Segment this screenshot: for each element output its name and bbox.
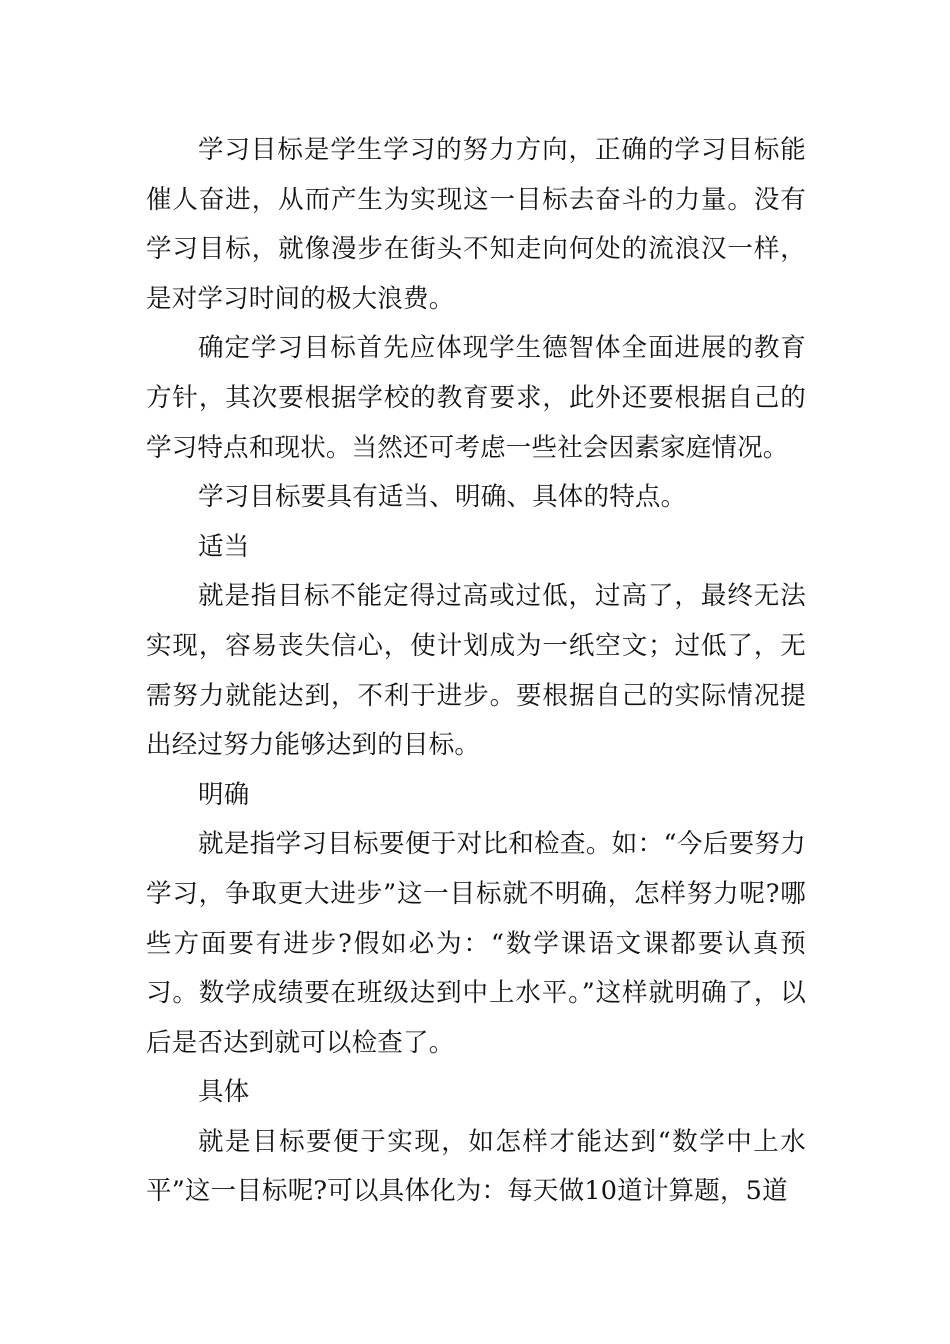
heading-appropriate: 适当: [198, 531, 250, 562]
paragraph-appropriate: 就是指目标不能定得过高或过低，过高了，最终无法实现，容易丧失信心，使计划成为一纸空文；过低了，无需努力就能达到，不利于进步。要根据自己的实际情况提出经过努力能够达到的目标。: [146, 581, 806, 761]
paragraph-specific: 就是目标要便于实现，如怎样才能达到“数学中上水平”这一目标呢?可以具体化为：每天做10道计算题，5道: [146, 1126, 806, 1207]
heading-clear: 明确: [198, 779, 250, 810]
heading-specific: 具体: [198, 1077, 250, 1108]
paragraph-goal-traits: 学习目标要具有适当、明确、具体的特点。: [198, 482, 687, 513]
paragraph-determine-goals: 确定学习目标首先应体现学生德智体全面进展的教育方针，其次要根据学校的教育要求，此外还要根据自己的学习特点和现状。当然还可考虑一些社会因素家庭情况。: [146, 333, 806, 463]
paragraph-clear: 就是指学习目标要便于对比和检查。如：“今后要努力学习，争取更大进步”这一目标就不明确，怎样努力呢?哪些方面要有进步?假如必为：“数学课语文课都要认真预习。数学成绩要在班级达到中上水平。”这样就明确了，以后是否达到就可以检查了。: [146, 829, 806, 1058]
paragraph-intro: 学习目标是学生学习的努力方向，正确的学习目标能催人奋进，从而产生为实现这一目标去奋斗的力量。没有学习目标，就像漫步在街头不知走向何处的流浪汉一样，是对学习时间的极大浪费。: [146, 135, 806, 314]
document-page: [146, 126, 806, 1217]
